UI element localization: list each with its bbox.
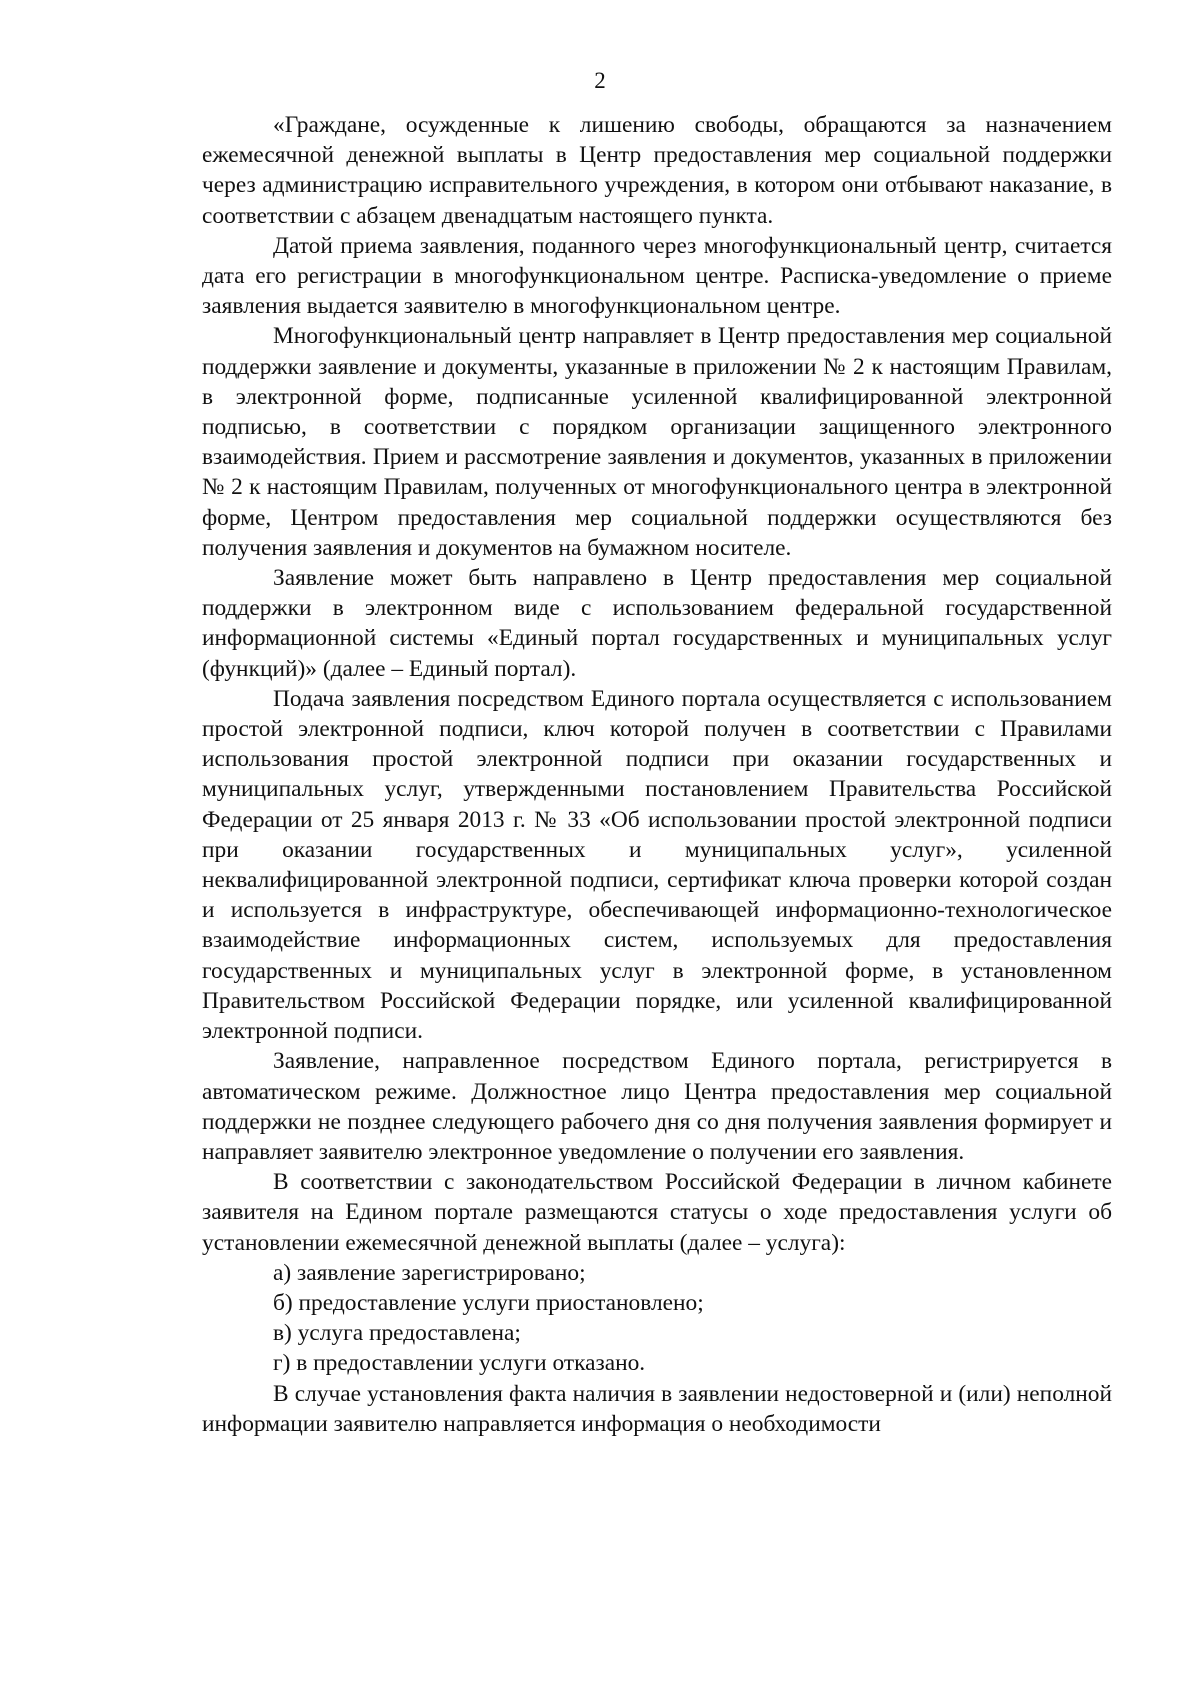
paragraph-electronic-signature: Подача заявления посредством Единого портала осуществляется с использованием простой электронной подписи, ключ которой получен в соответствии с Правилами использования простой электронной подписи при оказании государственных и муниципальных услуг, утвержденными постановлением Правительства Российской Федерации от 25 января 2013 г. № 33 «Об использовании простой электронной подписи при оказании государственных и муниципальных услуг», усиленной неквалифицированной электронной подписи, сертификат ключа проверки которой создан и используется в инфраструктуре, обеспечивающей информационно-технологическое взаимодействие информационных систем, используемых для предоставления государственных и муниципальных услуг в электронной форме, в установленном Правительством Российской Федерации порядке, или усиленной квалифицированной электронной подписи. [202,685,1112,1045]
paragraph-mfc-submission: Многофункциональный центр направляет в Центр предоставления мер социальной поддержки заявление и документы, указанные в приложении № 2 к настоящим Правилам, в электронной форме, подписанные усиленной квалифицированной электронной подписью, в соответствии с порядком организации защищенного электронного взаимодействия. Прием и рассмотрение заявления и документов, указанных в приложении № 2 к настоящим Правилам, полученных от многофункционального центра в электронной форме, Центром предоставления мер социальной поддержки осуществляются без получения заявления и документов на бумажном носителе. [202,323,1112,561]
paragraph-application-date: Датой приема заявления, поданного через многофункциональный центр, считается дата его регистрации в многофункциональном центре. Расписка-уведомление о приеме заявления выдается заявителю в многофункциональном центре. [202,232,1112,320]
list-item-status-c: в) услуга предоставлена; [273,1320,521,1347]
paragraph-status-intro: В соответствии с законодательством Российской Федерации в личном кабинете заявителя на Едином портале размещаются статусы о ходе предоставления услуги об установлении ежемесячной денежной выплаты (далее – услуга): [202,1169,1112,1256]
paragraph-electronic-submission: Заявление может быть направлено в Центр предоставления мер социальной поддержки в электронном виде с использованием федеральной государственной информационной системы «Единый портал государственных и муниципальных услуг (функций)» (далее – Единый портал). [202,565,1112,682]
list-item-status-b: б) предоставление услуги приостановлено; [273,1289,704,1316]
paragraph-incomplete-information: В случае установления факта наличия в заявлении недостоверной и (или) неполной информации заявителю направляется информация о необходимости [202,1380,1112,1437]
list-item-status-d: г) в предоставлении услуги отказано. [273,1350,646,1377]
page-number: 2 [594,68,606,93]
list-item-status-a: а) заявление зарегистрировано; [273,1259,586,1286]
paragraph-automatic-registration: Заявление, направленное посредством Единого портала, регистрируется в автоматическом режиме. Должностное лицо Центра предоставления мер социальной поддержки не позднее следующего рабочего дня со дня получения заявления формирует и направляет заявителю электронное уведомление о получении его заявления. [202,1048,1112,1165]
document-body [202,110,1112,1439]
paragraph-convicts: «Граждане, осужденные к лишению свободы, обращаются за назначением ежемесячной денежной выплаты в Центр предоставления мер социальной поддержки через администрацию исправительного учреждения, в котором они отбывают наказание, в соответствии с абзацем двенадцатым настоящего пункта. [202,112,1112,229]
